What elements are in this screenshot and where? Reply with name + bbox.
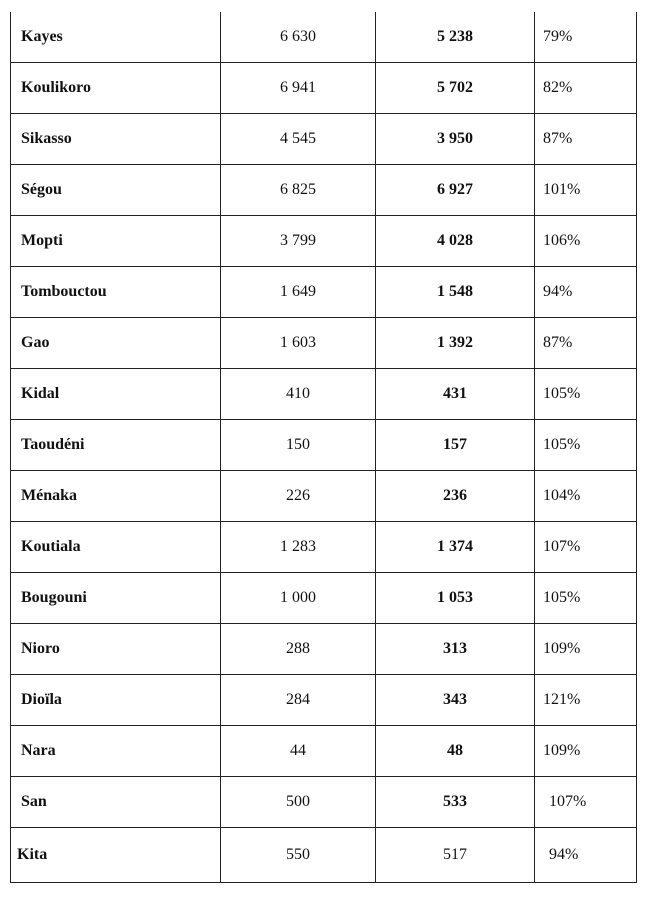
- value-col3: 517: [376, 828, 535, 883]
- percentage: 106%: [535, 216, 637, 267]
- table-row: [11, 675, 637, 726]
- value-col2: 1 283: [221, 522, 376, 573]
- region-name: Bougouni: [11, 573, 221, 624]
- value-col3: 6 927: [376, 165, 535, 216]
- table-row: [11, 369, 637, 420]
- table-row: [11, 777, 637, 828]
- percentage: 82%: [535, 63, 637, 114]
- value-col2: 44: [221, 726, 376, 777]
- value-col3: 5 238: [376, 12, 535, 63]
- percentage: 94%: [535, 828, 637, 883]
- region-name: Nioro: [11, 624, 221, 675]
- table-row: [11, 216, 637, 267]
- percentage: 79%: [535, 12, 637, 63]
- region-name: Koulikoro: [11, 63, 221, 114]
- region-name: San: [11, 777, 221, 828]
- table-row: [11, 522, 637, 573]
- region-name: Kayes: [11, 12, 221, 63]
- percentage: 104%: [535, 471, 637, 522]
- value-col2: 6 630: [221, 12, 376, 63]
- table-row: [11, 573, 637, 624]
- percentage: 107%: [535, 777, 637, 828]
- table-row: [11, 624, 637, 675]
- value-col2: 1 603: [221, 318, 376, 369]
- value-col3: 236: [376, 471, 535, 522]
- value-col2: 500: [221, 777, 376, 828]
- value-col2: 4 545: [221, 114, 376, 165]
- value-col3: 1 548: [376, 267, 535, 318]
- value-col3: 3 950: [376, 114, 535, 165]
- value-col2: 6 941: [221, 63, 376, 114]
- data-table-container: [10, 12, 636, 883]
- percentage: 105%: [535, 573, 637, 624]
- percentage: 121%: [535, 675, 637, 726]
- value-col2: 3 799: [221, 216, 376, 267]
- region-name: Kita: [11, 828, 221, 883]
- value-col2: 410: [221, 369, 376, 420]
- region-table: [10, 12, 637, 883]
- table-row: [11, 828, 637, 883]
- region-name: Dioïla: [11, 675, 221, 726]
- region-name: Taoudéni: [11, 420, 221, 471]
- table-row: [11, 318, 637, 369]
- percentage: 94%: [535, 267, 637, 318]
- region-name: Ménaka: [11, 471, 221, 522]
- percentage: 101%: [535, 165, 637, 216]
- table-row: [11, 63, 637, 114]
- region-name: Kidal: [11, 369, 221, 420]
- table-row: [11, 165, 637, 216]
- region-name: Mopti: [11, 216, 221, 267]
- value-col3: 157: [376, 420, 535, 471]
- value-col2: 284: [221, 675, 376, 726]
- value-col3: 313: [376, 624, 535, 675]
- region-name: Gao: [11, 318, 221, 369]
- percentage: 107%: [535, 522, 637, 573]
- percentage: 87%: [535, 318, 637, 369]
- table-row: [11, 420, 637, 471]
- value-col3: 343: [376, 675, 535, 726]
- region-name: Koutiala: [11, 522, 221, 573]
- value-col2: 288: [221, 624, 376, 675]
- value-col3: 48: [376, 726, 535, 777]
- region-name: Nara: [11, 726, 221, 777]
- value-col3: 1 392: [376, 318, 535, 369]
- value-col3: 431: [376, 369, 535, 420]
- table-row: [11, 267, 637, 318]
- table-row: [11, 471, 637, 522]
- region-name: Tombouctou: [11, 267, 221, 318]
- value-col2: 150: [221, 420, 376, 471]
- value-col2: 1 649: [221, 267, 376, 318]
- table-row: [11, 12, 637, 63]
- percentage: 105%: [535, 369, 637, 420]
- table-row: [11, 726, 637, 777]
- value-col3: 4 028: [376, 216, 535, 267]
- value-col3: 533: [376, 777, 535, 828]
- value-col3: 1 053: [376, 573, 535, 624]
- value-col2: 550: [221, 828, 376, 883]
- region-name: Sikasso: [11, 114, 221, 165]
- region-name: Ségou: [11, 165, 221, 216]
- percentage: 105%: [535, 420, 637, 471]
- percentage: 109%: [535, 726, 637, 777]
- value-col3: 5 702: [376, 63, 535, 114]
- value-col2: 1 000: [221, 573, 376, 624]
- percentage: 109%: [535, 624, 637, 675]
- table-row: [11, 114, 637, 165]
- percentage: 87%: [535, 114, 637, 165]
- value-col2: 226: [221, 471, 376, 522]
- value-col2: 6 825: [221, 165, 376, 216]
- value-col3: 1 374: [376, 522, 535, 573]
